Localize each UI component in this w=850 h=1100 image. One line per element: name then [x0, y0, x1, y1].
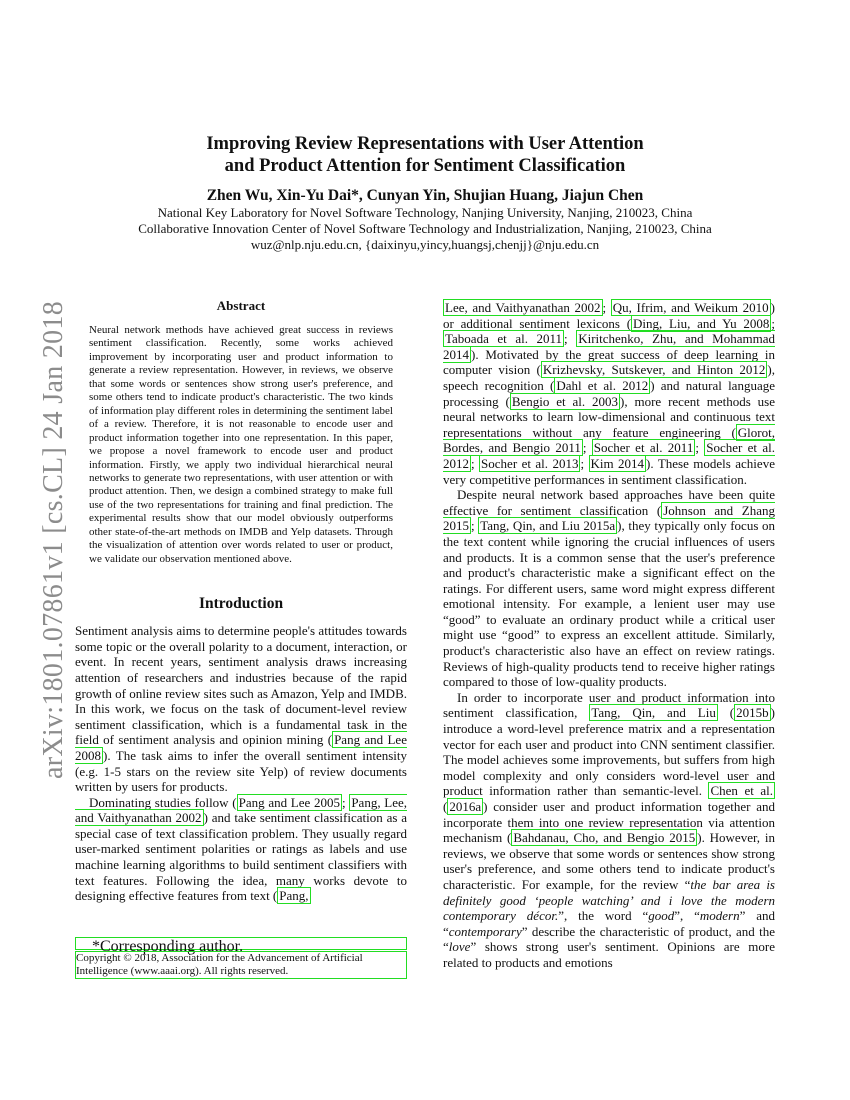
citation-link[interactable]: Pang and Lee 2008: [75, 732, 407, 763]
citation-link[interactable]: Tang, Qin, and Liu: [591, 705, 716, 721]
abstract-heading: Abstract: [216, 298, 266, 313]
citation-link[interactable]: Kim 2014: [590, 455, 645, 471]
citation-link[interactable]: Pang, Lee, and Vaithyanathan 2002: [75, 794, 407, 826]
example-word: good: [648, 908, 675, 924]
citation-link[interactable]: Socher et al. 2013: [481, 455, 579, 471]
intro-paragraph: In order to incorporate user and product information into sentiment classification, Tang, Qin, and Liu ( 2015b ) introduce a word-level preference matrix and a representation vector for each user and product into CNN sentiment classifier. The model achieves some improvements, but suffers from high model complexity and only considers word-level user and product information rather than semantic-level. Chen et al. ( 2016a ) consider user and product information together and incorporate them into one review representation via attention mechanism ( Bahdanau, Cho, and Bengio 2015 ). However, in reviews, we observe that some words or sentences show strong user's preference, and some others tend to indicate product's characteristic. For example, for the review “the bar area is definitely good ‘people watching’ and i love the modern contemporary décor.”, the word “good”, “modern” and “contemporary” describe the characteristic of product, and the “love” shows strong user's sentiment. Opinions are more related to products and emotions: [443, 689, 776, 970]
abstract-text: Neural network methods have achieved great success in reviews sentiment classification. Recently, some works achieved improvement by incorporating user and product information to generate a review representation. However, in reviews, we observe that some words or sentences show strong user's preference, and some others tend to indicate product's characteristic. The two kinds of information play different roles in determining the sentiment label of a review. Therefore, it is not reasonable to encode user and product information together into one representation. In this paper, we propose a novel framework to encode user and product information. Firstly, we apply two individual hierarchical neural networks to generate two representations, with user attention or with product attention. Then, we design a combined strategy to make full use of the two representations for training and final prediction. The experimental results show that our model obviously outperforms other state-of-the-art methods on IMDB and Yelp datasets. Through the visualization of attention over words related to user or product, we validate our observation mentioned above.: [89, 324, 393, 565]
citation-link[interactable]: Taboada et al. 2011: [445, 331, 563, 347]
right-column: [443, 300, 775, 971]
copyright-line: Intelligence (www.aaai.org). All rights reserved.: [76, 965, 289, 977]
paper-title-line-1: Improving Review Representations with User Attention: [206, 134, 644, 154]
footnote-corresponding-author-link[interactable]: [75, 937, 407, 955]
citation-link[interactable]: Socher et al. 2011: [593, 440, 694, 456]
intro-paragraph: Sentiment analysis aims to determine people's attitudes towards some topic or the overall polarity to a document, interaction, or event. In recent years, sentiment analysis draws increasing attention of researchers and industries because of the rapid growth of online review sites such as Amazon, Yelp and IMDB. In this work, we focus on the task of document-level review sentiment classification, which is a fundamental task in the field of sentiment analysis and opinion mining ( Pang and Lee 2008 ). The task aims to infer the overall sentiment intensity (e.g. 1-5 stars on the review site Yelp) of review documents written by users for products.: [75, 623, 407, 795]
example-word: love: [448, 939, 471, 955]
citation-link[interactable]: 2016a: [449, 799, 482, 814]
citation-link[interactable]: Bengio et al. 2003: [511, 393, 619, 409]
paper-title-line-2: and Product Attention for Sentiment Classification: [224, 156, 626, 176]
author-emails: wuz@nlp.nju.edu.cn, {daixinyu,yincy,huangsj,chenjj}@nju.edu.cn: [250, 237, 600, 252]
intro-paragraph: Lee, and Vaithyanathan 2002 ; Qu, Ifrim, and Weikum 2010 ) or additional sentiment lexicons ( Ding, Liu, and Yu 2008 ; Taboada et al. 2011 ; Kiritchenko, Zhu, and Mohammad 2014 ). Motivated by the great success of deep learning in computer vision ( Krizhevsky, Sutskever, and Hinton 2012 ), speech recognition ( Dahl et al. 2012 ) and natural language processing ( Bengio et al. 2003 ), more recent methods use neural networks to learn low-dimensional and continuous text representations without any feature engineering ( Glorot, Bordes, and Bengio 2011 ; Socher et al. 2011 ; Socher et al. 2012 ; Socher et al. 2013 ; Kim 2014 ). These models achieve very competitive performances in sentiment classification.: [443, 300, 775, 487]
citation-link[interactable]: Qu, Ifrim, and Weikum 2010: [612, 300, 769, 315]
example-word: modern: [699, 908, 740, 924]
author-list: Zhen Wu, Xin-Yu Dai*, Cunyan Yin, Shujian Huang, Jiajun Chen: [206, 187, 644, 204]
copyright-notice-link[interactable]: [75, 951, 407, 979]
example-review-quote: the bar area is definitely good ‘people watching’ and i love the modern contemporary décor.: [443, 876, 775, 924]
arxiv-identifier-stamp: arXiv:1801.07861v1 [cs.CL] 24 Jan 2018: [38, 300, 69, 780]
citation-link[interactable]: Dahl et al. 2012: [556, 377, 649, 393]
citation-link[interactable]: Glorot, Bordes, and Bengio 2011: [443, 424, 775, 456]
left-column: [75, 298, 407, 904]
citation-link[interactable]: 2015b: [736, 705, 769, 721]
citation-link[interactable]: Kiritchenko, Zhu, and Mohammad 2014: [443, 331, 775, 362]
citation-link[interactable]: Krizhevsky, Sutskever, and Hinton 2012: [542, 362, 766, 378]
citation-link[interactable]: Socher et al. 2012: [443, 440, 775, 471]
intro-paragraph: Despite neural network based approaches have been quite effective for sentiment classification ( Johnson and Zhang 2015 ; Tang, Qin, and Liu 2015a ), they typically only focus on the text content while ignoring the crucial influences of users and products. It is a common sense that the user's preference and product's characteristic make a significant effect on the ratings. For different users, same word might express different emotional intensity. For example, a lenient user may use “good” to evaluate an ordinary product while a critical user might use “good” to express an excellent attitude. Similarly, product's characteristic also have an effect on review ratings. Reviews of high-quality products tend to receive higher ratings compared to those of low-quality products.: [443, 487, 775, 690]
affiliation-line: Collaborative Innovation Center of Novel Software Technology and Industrialization, Nanjing, 210023, China: [138, 221, 712, 236]
paper-title: [75, 133, 775, 177]
example-word: contemporary: [448, 923, 522, 939]
citation-link[interactable]: Chen et al.: [710, 783, 773, 799]
citation-link[interactable]: Lee, and Vaithyanathan 2002: [445, 300, 601, 315]
citation-link[interactable]: Tang, Qin, and Liu 2015a: [480, 518, 616, 534]
section-heading-introduction: Introduction: [198, 595, 284, 613]
citation-link[interactable]: Pang,: [279, 888, 309, 904]
citation-link[interactable]: Johnson and Zhang 2015: [443, 502, 775, 534]
affiliation-line: National Key Laboratory for Novel Software Technology, Nanjing University, Nanjing, 210023, China: [157, 205, 693, 220]
intro-paragraph: Dominating studies follow ( Pang and Lee 2005 ; Pang, Lee, and Vaithyanathan 2002 ) and take sentiment classification as a special case of text classification problem. They usually regard user-marked sentiment polarities or ratings as labels and use machine learning algorithms to build sentiment classifiers with text features. Following the idea, many works devote to designing effective features from text ( Pang,: [75, 794, 408, 904]
copyright-line: Copyright © 2018, Association for the Advancement of Artificial: [76, 952, 363, 964]
title-block: [75, 133, 775, 253]
citation-link[interactable]: Ding, Liu, and Yu 2008: [633, 315, 770, 331]
citation-link[interactable]: Bahdanau, Cho, and Bengio 2015: [513, 830, 696, 846]
citation-link[interactable]: Pang and Lee 2005: [238, 794, 340, 810]
footnote-corresponding-author: *Corresponding author.: [92, 938, 244, 955]
